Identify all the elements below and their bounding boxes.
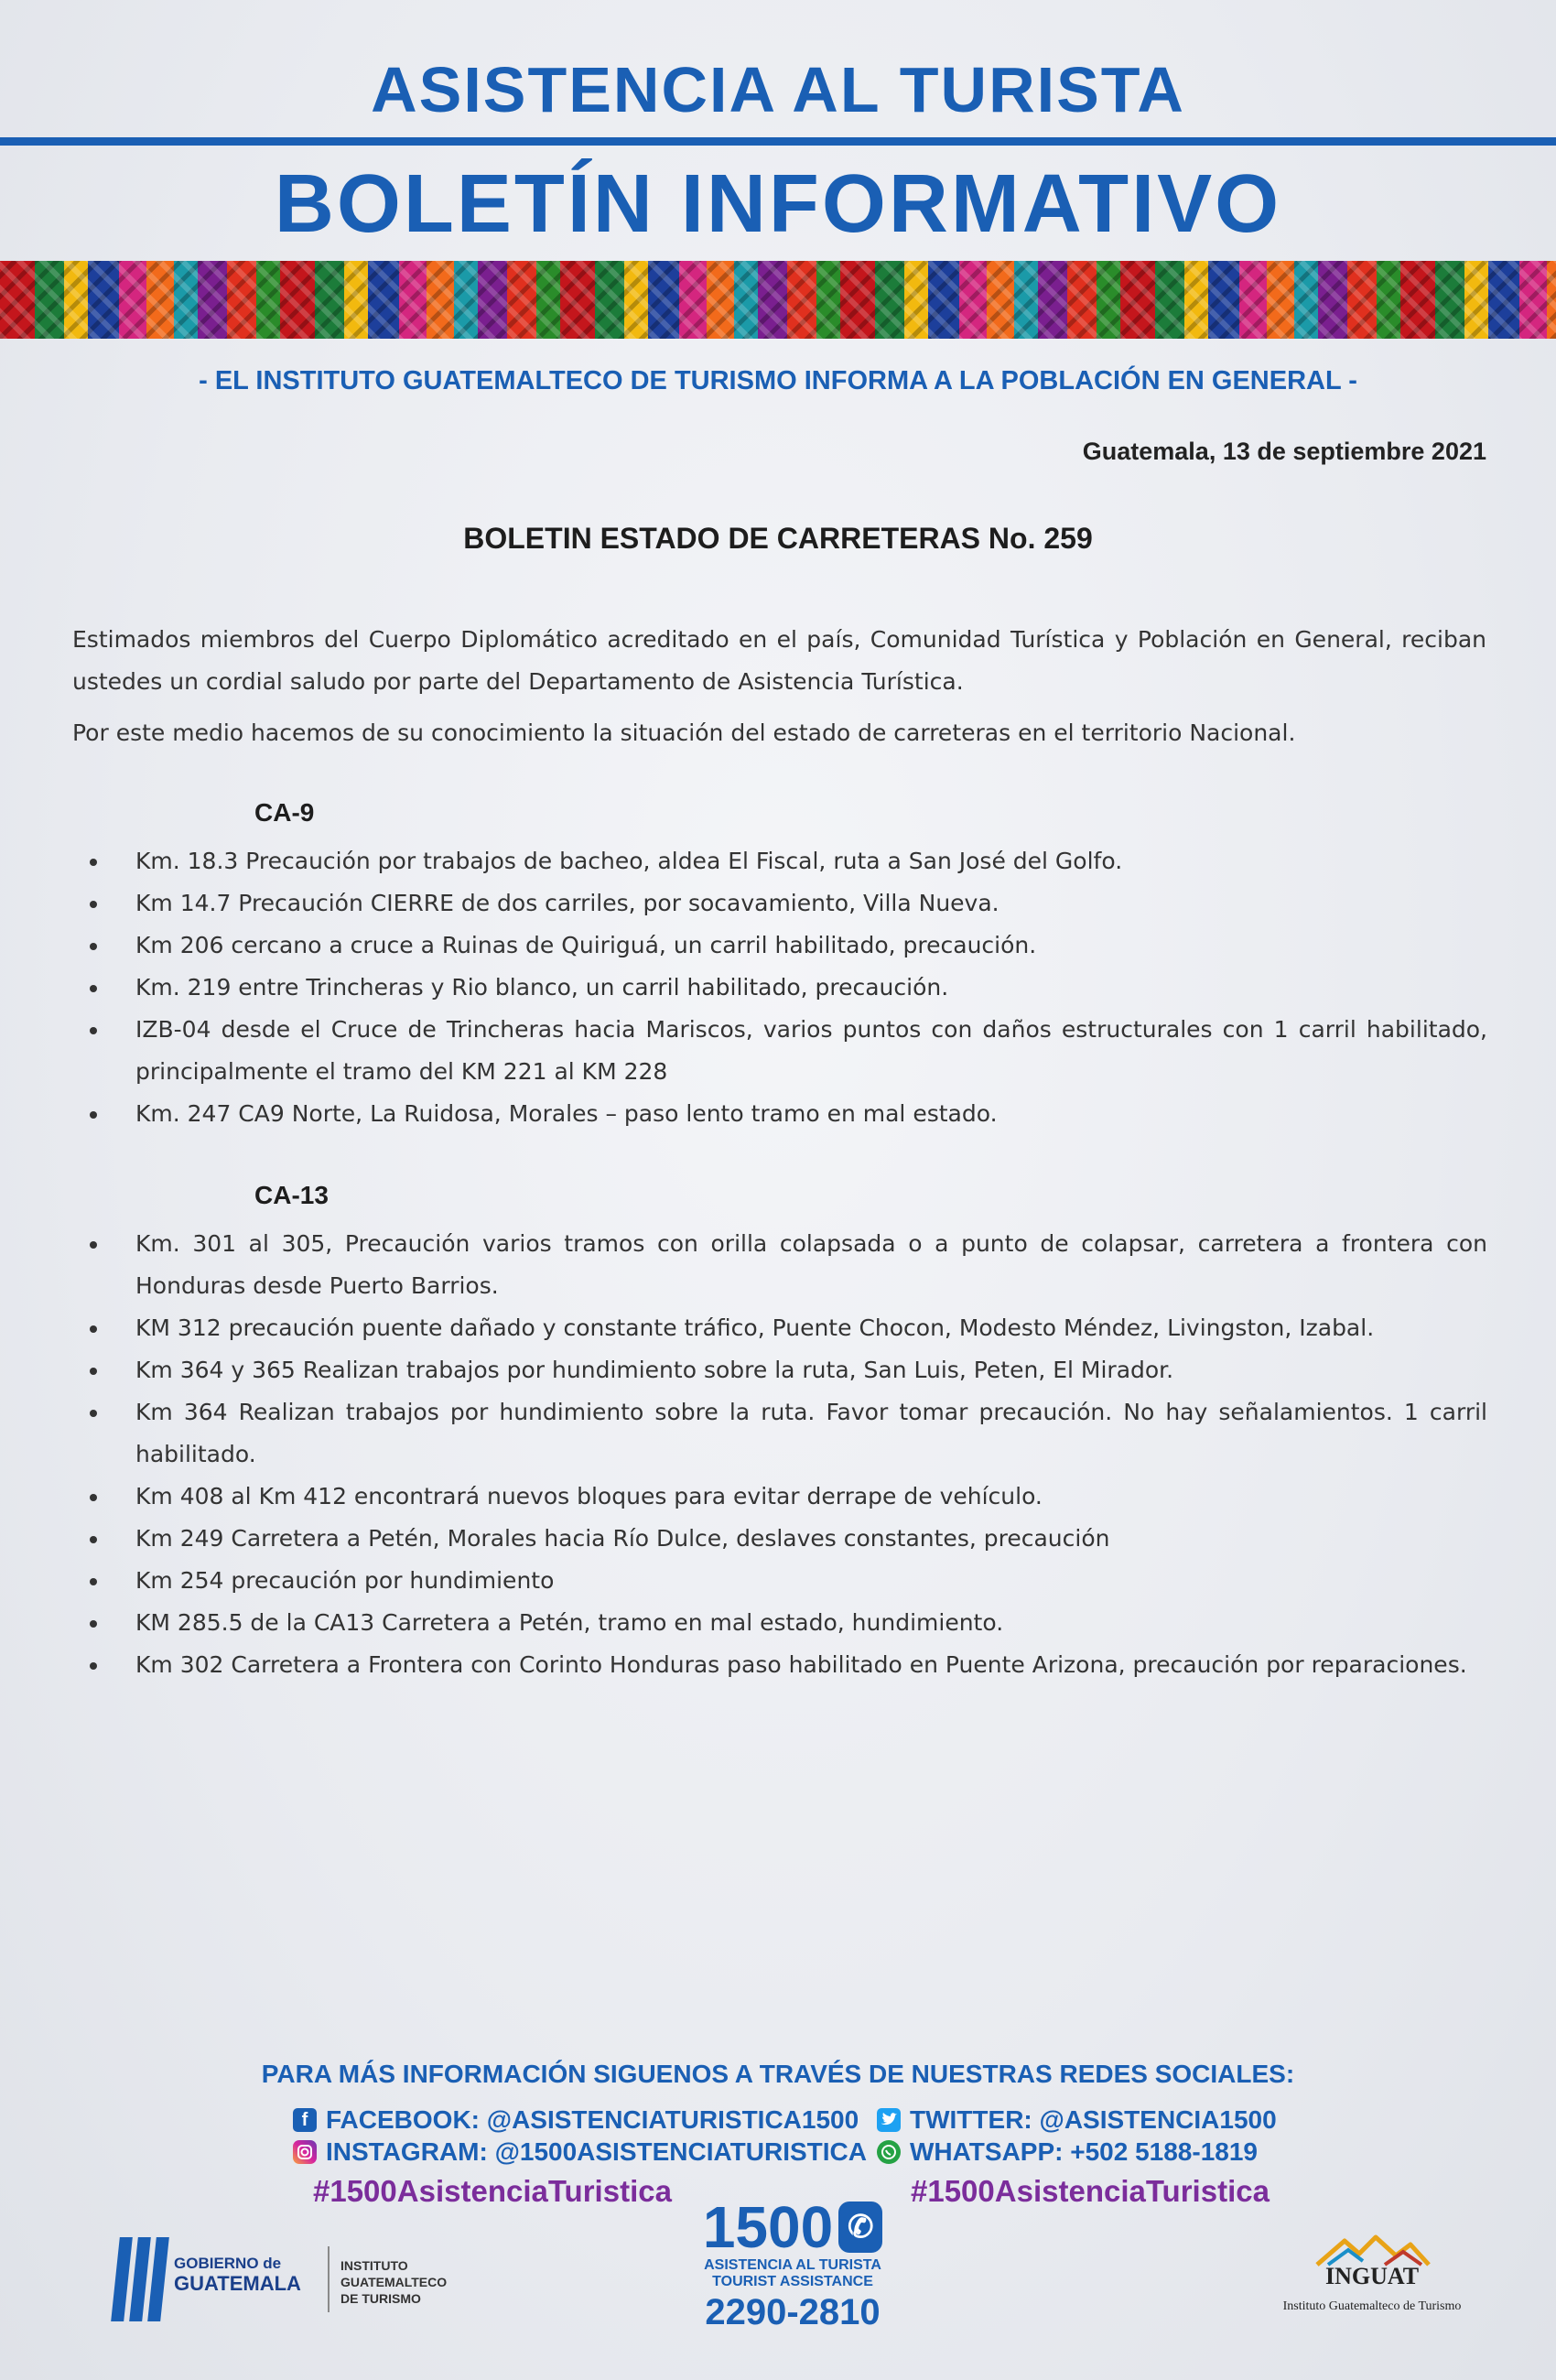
list-item: Km 408 al Km 412 encontrará nuevos bloques para evitar derrape de vehículo.	[82, 1476, 1487, 1518]
institute-logo-line: GUATEMALTECO	[340, 2275, 448, 2289]
list-item: Km. 219 entre Trincheras y Rio blanco, un carril habilitado, precaución.	[82, 967, 1487, 1009]
whatsapp-link[interactable]	[877, 2137, 1258, 2167]
logo-separator	[328, 2246, 330, 2312]
asistencia-1500-logo	[701, 2194, 884, 2343]
instagram-label: INSTAGRAM: @1500ASISTENCIATURISTICA	[326, 2137, 867, 2166]
instagram-icon	[293, 2140, 317, 2164]
inguat-logo	[1267, 2234, 1477, 2334]
list-item: Km 254 precaución por hundimiento	[82, 1560, 1487, 1602]
logo-number-text: 1500	[702, 2194, 834, 2260]
section-title-ca9: CA-9	[254, 798, 315, 827]
logo-line-es: ASISTENCIA AL TURISTA	[704, 2257, 881, 2273]
list-item: Km. 247 CA9 Norte, La Ruidosa, Morales – paso lento tramo en mal estado.	[82, 1093, 1487, 1135]
intro-paragraph-2: Por este medio hacemos de su conocimiento la situación del estado de carreteras en el territorio Nacional.	[72, 719, 1296, 746]
list-item: Km. 301 al 305, Precaución varios tramos con orilla colapsada o a punto de colapsar, carretera a frontera con Honduras desde Puerto Barrios.	[82, 1223, 1487, 1307]
header-main-title: BOLETÍN INFORMATIVO	[274, 158, 1282, 250]
list-item: Km. 18.3 Precaución por trabajos de bacheo, aldea El Fiscal, ruta a San José del Golfo.	[82, 840, 1487, 882]
institute-logo-line: DE TURISMO	[340, 2291, 421, 2306]
whatsapp-label: WHATSAPP: +502 5188-1819	[910, 2137, 1258, 2166]
list-item: Km 206 cercano a cruce a Ruinas de Quiriguá, un carril habilitado, precaución.	[82, 925, 1487, 967]
section-list-ca13	[82, 1223, 1487, 1686]
list-item: Km 249 Carretera a Petén, Morales hacia Río Dulce, deslaves constantes, precaución	[82, 1518, 1487, 1560]
gobierno-guatemala-logo	[115, 2234, 448, 2325]
footer-heading: PARA MÁS INFORMACIÓN SIGUENOS A TRAVÉS DE NUESTRAS REDES SOCIALES:	[261, 2060, 1295, 2088]
document-date: Guatemala, 13 de septiembre 2021	[1082, 438, 1486, 465]
gov-logo-line2: GUATEMALA	[174, 2272, 301, 2295]
institute-logo-text	[340, 2257, 447, 2307]
header-top-title: ASISTENCIA AL TURISTA	[371, 54, 1185, 125]
list-item: Km 364 Realizan trabajos por hundimiento sobre la ruta. Favor tomar precaución. No hay señalamientos. 1 carril habilitado.	[82, 1391, 1487, 1476]
twitter-link[interactable]	[877, 2105, 1277, 2135]
gov-logo-line1: GOBIERNO de	[174, 2255, 282, 2272]
hashtag-right[interactable]: #1500AsistenciaTuristica	[911, 2174, 1270, 2208]
institute-logo-line: INSTITUTO	[340, 2258, 408, 2273]
list-item: KM 285.5 de la CA13 Carretera a Petén, tramo en mal estado, hundimiento.	[82, 1602, 1487, 1644]
logo-number	[701, 2194, 884, 2260]
section-list-ca9	[82, 840, 1487, 1135]
instagram-link[interactable]	[293, 2137, 867, 2167]
assistance-phone-number: 2290-2810	[705, 2292, 881, 2332]
intro-paragraph: Estimados miembros del Cuerpo Diplomático acreditado en el país, Comunidad Turística y Población en General, reciban ustedes un cordial saludo por parte del Departamento de Asistencia Turística.	[72, 626, 1486, 695]
header-divider	[0, 137, 1556, 146]
list-item: IZB-04 desde el Cruce de Trincheras hacia Mariscos, varios puntos con daños estructurales con 1 carril habilitado, principalmente el tramo del KM 221 al KM 228	[82, 1009, 1487, 1093]
section-title-ca13: CA-13	[254, 1181, 329, 1209]
inguat-subtitle: Instituto Guatemalteco de Turismo	[1282, 2299, 1462, 2313]
list-item: Km 14.7 Precaución CIERRE de dos carriles, por socavamiento, Villa Nueva.	[82, 882, 1487, 925]
whatsapp-icon	[877, 2140, 901, 2164]
institute-announcement: - EL INSTITUTO GUATEMALTECO DE TURISMO INFORMA A LA POBLACIÓN EN GENERAL -	[199, 366, 1357, 395]
facebook-link[interactable]	[293, 2105, 859, 2135]
document-title: BOLETIN ESTADO DE CARRETERAS No. 259	[463, 522, 1093, 555]
list-item: Km 364 y 365 Realizan trabajos por hundimiento sobre la ruta, San Luis, Peten, El Mirador.	[82, 1349, 1487, 1391]
list-item: KM 312 precaución puente dañado y constante tráfico, Puente Chocon, Modesto Méndez, Livingston, Izabal.	[82, 1307, 1487, 1349]
twitter-label: TWITTER: @ASISTENCIA1500	[910, 2105, 1277, 2134]
list-item: Km 302 Carretera a Frontera con Corinto Honduras paso habilitado en Puente Arizona, precaución por reparaciones.	[82, 1644, 1487, 1686]
gov-logo-text	[174, 2254, 301, 2294]
textile-banner	[0, 261, 1556, 339]
hashtag-left[interactable]: #1500AsistenciaTuristica	[313, 2174, 672, 2208]
phone-icon: ✆	[838, 2202, 882, 2253]
facebook-label: FACEBOOK: @ASISTENCIATURISTICA1500	[326, 2105, 859, 2134]
inguat-mountain-icon	[1308, 2234, 1436, 2266]
logo-line-en: TOURIST ASSISTANCE	[712, 2274, 873, 2289]
inguat-name: INGUAT	[1324, 2263, 1420, 2289]
gov-bars-icon	[115, 2237, 168, 2321]
twitter-icon	[877, 2108, 901, 2132]
facebook-icon: f	[293, 2108, 317, 2132]
